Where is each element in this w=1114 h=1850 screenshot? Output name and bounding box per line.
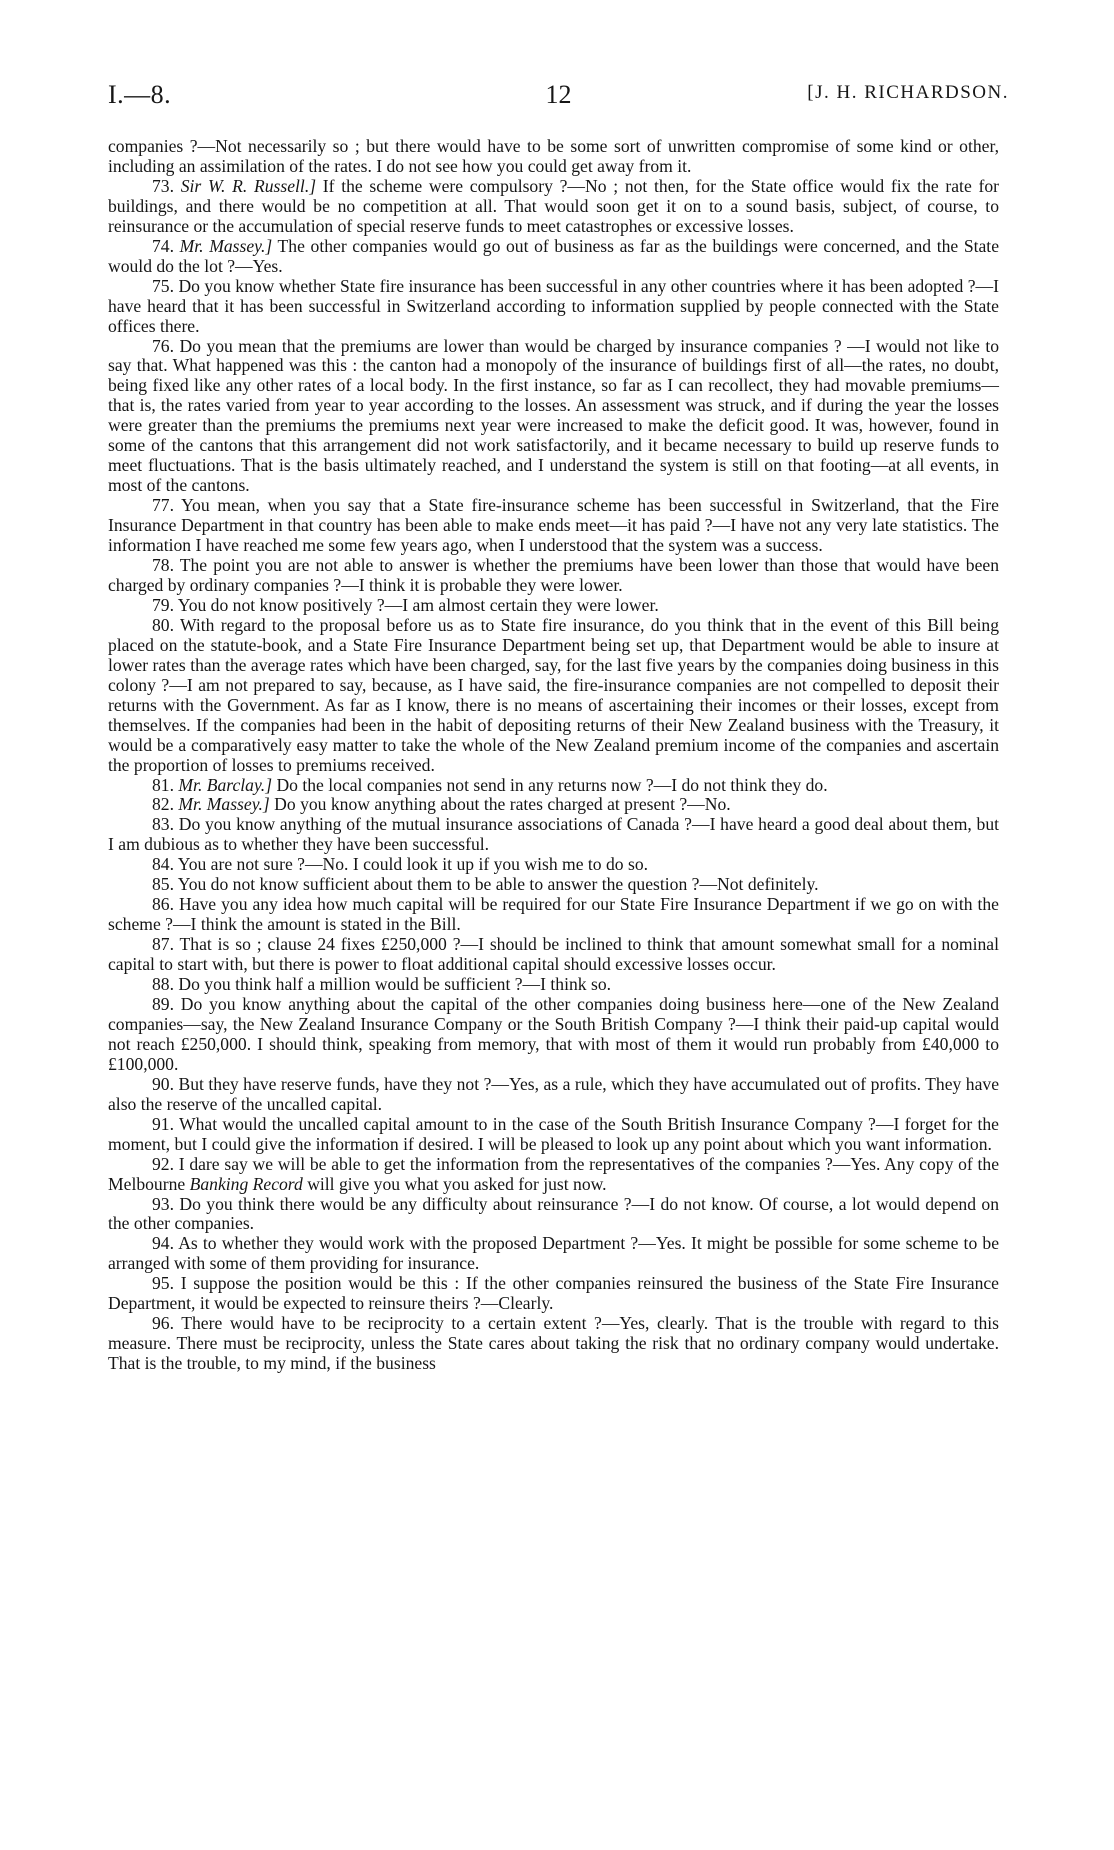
question-paragraph xyxy=(108,1115,999,1155)
paragraph-text: But they have reserve funds, have they not ?—Yes, as a rule, which they have accumulated out of profits. They have also the reserve of the uncalled capital. xyxy=(108,1073,999,1114)
question-paragraph xyxy=(108,596,999,616)
question-number: 84. xyxy=(152,854,178,875)
question-paragraph xyxy=(108,1314,999,1374)
paragraph-text: Do the local companies not send in any returns now ?—I do not think they do. xyxy=(272,774,828,795)
paragraph-text: What would the uncalled capital amount to in the case of the South British Insurance Company ?—I forget for the moment, but I could give the information if desired. I will be pleased to look up any point about which you want information. xyxy=(108,1113,999,1154)
question-paragraph xyxy=(108,337,999,497)
question-paragraph xyxy=(108,815,999,855)
witness-name: [J. H. RICHARDSON. xyxy=(807,82,1009,103)
question-number: 83. xyxy=(152,814,179,835)
question-paragraph xyxy=(108,616,999,776)
paragraph-text: Do you think half a million would be sufficient ?—I think so. xyxy=(178,974,612,995)
paragraph-text: Do you know anything about the capital of the other companies doing business here—one of the New Zealand companies—say, the New Zealand Insurance Company or the South British Company ?—I think their paid-up capital would not reach £250,000. I should think, speaking from memory, that with most of them it would run probably from £40,000 to £100,000. xyxy=(108,993,999,1074)
question-number: 79. xyxy=(152,594,178,615)
question-paragraph xyxy=(108,277,999,337)
paragraph-text: You do not know sufficient about them to be able to answer the question ?—Not definitely. xyxy=(177,874,819,895)
question-number: 95. xyxy=(152,1273,181,1294)
question-number: 82. xyxy=(152,794,179,815)
paragraph-text: There would have to be reciprocity to a certain extent ?—Yes, clearly. That is the trouble with regard to this measure. There must be reciprocity, unless the State cares about taking the risk that no ordinary company would undertake. That is the trouble, to my mind, if the business xyxy=(108,1313,999,1374)
paragraph-text: That is so ; clause 24 fixes £250,000 ?—I should be inclined to think that amount somewhat small for a nominal capital to start with, but there is power to float additional capital should excessive losses occur. xyxy=(108,934,999,975)
page-number: 12 xyxy=(545,80,572,109)
question-paragraph xyxy=(108,855,999,875)
question-number: 78. xyxy=(152,555,180,576)
question-number: 86. xyxy=(152,894,179,915)
paragraph-text: If the scheme were compulsory ?—No ; not then, for the State office would fix the rate for buildings, and there would be no competition at all. That would soon get it on to a sound basis, subject, of course, to reinsurance or the accumulation of special reserve funds to meet catastrophes or excessive losses. xyxy=(108,175,999,236)
question-number: 77. xyxy=(152,495,182,516)
paragraph-text: The other companies would go out of business as far as the buildings were concerned, and the State would do the lot ?—Yes. xyxy=(108,235,1000,276)
question-number: 91. xyxy=(152,1113,179,1134)
paragraph-text: Have you any idea how much capital will be required for our State Fire Insurance Department if we go on with the scheme ?—I think the amount is stated in the Bill. xyxy=(108,894,999,935)
paragraph-text: Do you know whether State fire insurance has been successful in any other countries where it has been adopted ?—I have heard that it has been successful in Switzerland according to information supplied by people connected with the State offices there. xyxy=(108,275,1000,336)
continued-paragraph xyxy=(108,137,999,177)
question-number: 74. xyxy=(152,235,180,256)
paragraph-text: The point you are not able to answer is whether the premiums have been lower than those that would have been charged by ordinary companies ?—I think it is probable they were lower. xyxy=(108,555,999,595)
page-header xyxy=(108,80,1009,116)
question-number: 75. xyxy=(152,275,179,296)
speaker-name: Mr. Massey.] xyxy=(178,794,270,815)
question-paragraph xyxy=(108,935,999,975)
speaker-name: Sir W. R. Russell.] xyxy=(180,175,317,196)
question-paragraph xyxy=(108,1195,999,1235)
question-number: 88. xyxy=(152,974,179,995)
publication-title: Banking Record xyxy=(189,1173,303,1194)
paragraph-text: Do you mean that the premiums are lower than would be charged by insurance companies ? —I would not like to say that. What happened was this : the canton had a monopoly of the insurance of buildings first of all—the rates, no doubt, being fixed like any other rates of a local body. In the first instance, so far as I can recollect, they had movable premiums—that is, the rates varied from year to year according to the losses. An assessment was struck, and if during the year the losses were greater than the premiums the premiums next year were increased to make the deficit good. It was, however, found in some of the cantons that this arrangement did not work satisfactorily, and it became necessary to build up reserve funds to meet fluctuations. That is the basis ultimately reached, and I understand the system is still on that footing—at all events, in most of the cantons. xyxy=(108,335,1000,496)
question-paragraph xyxy=(108,1234,999,1274)
paragraph-text: As to whether they would work with the proposed Department ?—Yes. It might be possible for some scheme to be arranged with some of them providing for insurance. xyxy=(108,1233,1000,1274)
paragraph-text: Do you know anything of the mutual insurance associations of Canada ?—I have heard a good deal about them, but I am dubious as to whether they have been successful. xyxy=(108,814,1000,855)
paragraph-text: You are not sure ?—No. I could look it up if you wish me to do so. xyxy=(177,854,649,875)
parliamentary-paper-number: I.—8. xyxy=(108,80,172,109)
question-paragraph xyxy=(108,177,999,237)
question-paragraph xyxy=(108,975,999,995)
question-paragraph xyxy=(108,895,999,935)
question-number: 90. xyxy=(152,1073,179,1094)
question-number: 93. xyxy=(152,1193,180,1214)
question-paragraph xyxy=(108,995,999,1075)
speaker-name: Mr. Barclay.] xyxy=(178,774,273,795)
question-number: 89. xyxy=(152,993,181,1014)
question-number: 80. xyxy=(152,614,180,635)
question-paragraph xyxy=(108,1155,999,1195)
question-number: 73. xyxy=(152,175,181,196)
question-number: 96. xyxy=(152,1313,182,1334)
question-paragraph xyxy=(108,1274,999,1314)
question-paragraph xyxy=(108,795,999,815)
paragraph-text: companies ?—Not necessarily so ; but there would have to be some sort of unwritten compromise of some kind or other, including an assimilation of the rates. I do not see how you could get away from it. xyxy=(108,136,999,176)
paragraph-text: Do you think there would be any difficulty about reinsurance ?—I do not know. Of course, a lot would depend on the other companies. xyxy=(108,1193,1000,1234)
paragraph-text: I suppose the position would be this : If the other companies reinsured the business of the State Fire Insurance Department, it would be expected to reinsure theirs ?—Clearly. xyxy=(108,1273,999,1314)
paragraph-text: With regard to the proposal before us as to State fire insurance, do you think that in the event of this Bill being placed on the statute-book, and a State Fire Insurance Department being set up, that Department would be able to insure at lower rates than the average rates which have been charged, say, for the last five years by the companies doing business in this colony ?—I am not prepared to say, because, as I have said, the fire-insurance companies are not compelled to deposit their returns with the Government. As far as I know, there is no means of ascertaining their incomes or their losses, except from themselves. If the companies had been in the habit of depositing returns of their New Zealand business with the Treasury, it would be a comparatively easy matter to take the whole of the New Zealand premium income of the companies and ascertain the proportion of losses to premiums received. xyxy=(108,614,999,775)
question-paragraph xyxy=(108,496,999,556)
paragraph-text: You do not know positively ?—I am almost certain they were lower. xyxy=(177,594,659,615)
question-number: 94. xyxy=(152,1233,179,1254)
question-paragraph xyxy=(108,776,999,796)
question-paragraph xyxy=(108,556,999,596)
question-number: 87. xyxy=(152,934,180,955)
question-number: 92. xyxy=(152,1153,179,1174)
question-paragraph xyxy=(108,1075,999,1115)
question-number: 81. xyxy=(152,774,179,795)
question-number: 76. xyxy=(152,335,180,356)
question-paragraph xyxy=(108,875,999,895)
question-number: 85. xyxy=(152,874,178,895)
speaker-name: Mr. Massey.] xyxy=(179,235,273,256)
document-body xyxy=(108,137,999,1374)
paragraph-text: I dare say we will be able to get the information from the representatives of the companies ?—Yes. Any copy of the Melbourne Banking Record will give you what you asked for just now. xyxy=(108,1153,1000,1194)
paragraph-text: Do you know anything about the rates charged at present ?—No. xyxy=(269,794,731,815)
paragraph-text: You mean, when you say that a State fire-insurance scheme has been successful in Switzerland, that the Fire Insurance Department in that country has been able to make ends meet—it has paid ?—I have not any very late statistics. The information I have reached me some few years ago, when I understood that the system was a success. xyxy=(108,495,999,556)
question-paragraph xyxy=(108,237,999,277)
